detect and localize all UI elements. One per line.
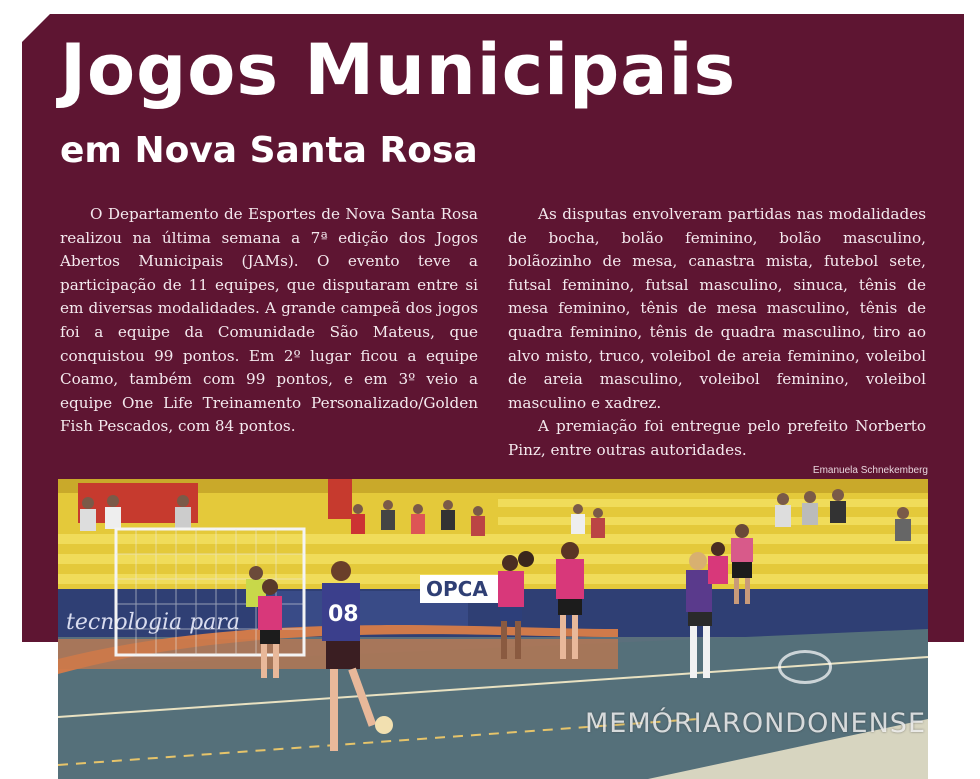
photo-credit: Emanuela Schnekemberg (812, 465, 928, 476)
article-title: Jogos Municipais (60, 29, 737, 111)
article-column-left (60, 203, 478, 439)
article-paragraph: O Departamento de Esportes de Nova Santa Rosa realizou na última semana a 7ª edição dos Jogos Abertos Municipais (JAMs). O evento teve a participação de 11 equipes, que disputaram entre si em diversas modalidades. A grande campeã dos jogos foi a equipe da Comunidade São Mateus, que conquistou 99 pontos. Em 2º lugar ficou a equipe Coamo, também com 99 pontos, e em 3º veio a equipe One Life Treinamento Personalizado/Golden Fish Pescados, com 84 pontos. (60, 205, 478, 436)
jersey-number: 08 (328, 602, 359, 627)
banner-text: tecnologia para (66, 610, 240, 635)
sponsor-text: OPCA (426, 577, 488, 601)
article-paragraph: As disputas envolveram partidas nas modalidades de bocha, bolão feminino, bolão masculino, bolãozinho de mesa, canastra mista, futebol sete, futsal feminino, futsal masculino, sinuca, tênis de mesa feminino, tênis de mesa masculino, tênis de quadra feminino, tênis de quadra masculino, tiro ao alvo misto, truco, voleibol de areia feminino, voleibol de areia masculino, voleibol feminino, voleibol masculino e xadrez. (508, 205, 926, 412)
watermark: MEMÓRIARONDONENSE (585, 708, 926, 739)
article-paragraph: A premiação foi entregue pelo prefeito Norberto Pinz, entre outras autoridades. (508, 417, 926, 459)
watermark-logo-icon (778, 650, 832, 684)
article-column-right (508, 203, 926, 463)
article-subtitle: em Nova Santa Rosa (60, 130, 478, 171)
